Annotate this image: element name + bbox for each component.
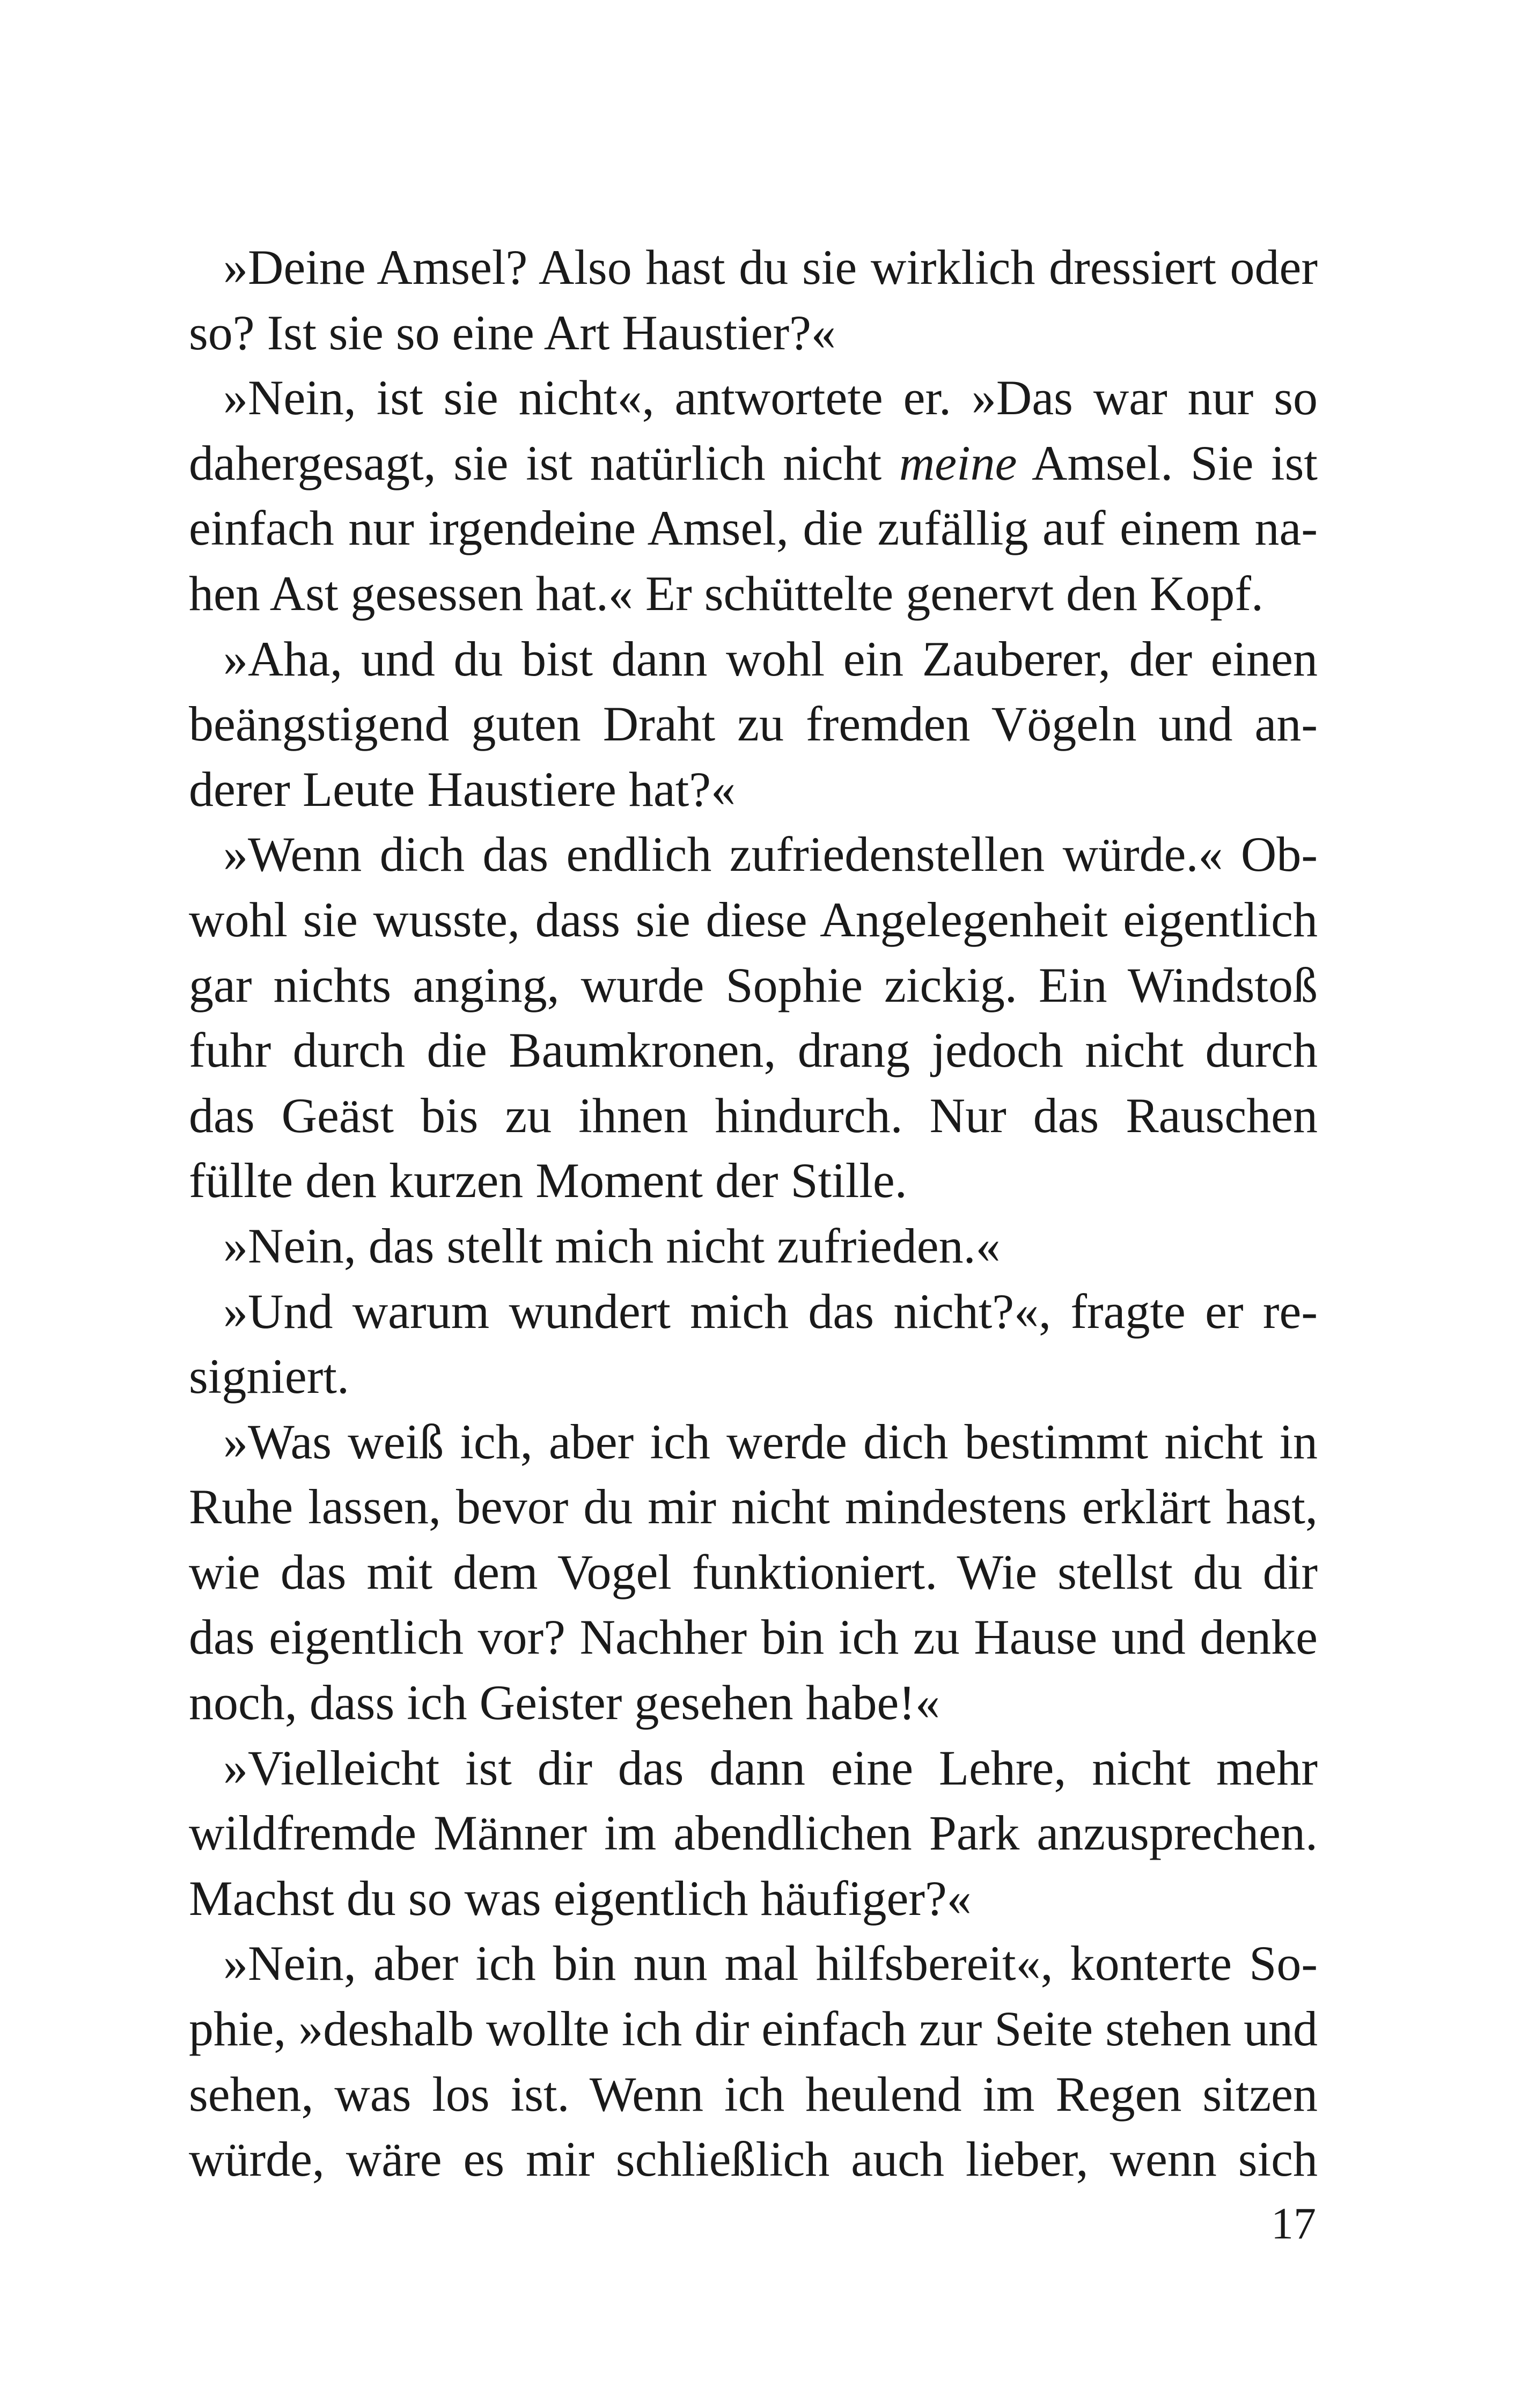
text-line xyxy=(189,431,1318,496)
text-line: »Vielleicht ist dir das dann eine Lehre, nicht mehr xyxy=(223,1740,1318,1795)
page-number: 17 xyxy=(1271,2199,1316,2249)
text-line: »Nein, aber ich bin nun mal hilfsbereit«, konterte So- xyxy=(223,1936,1318,1991)
text-line: fuhr durch die Baumkronen, drang jedoch nicht durch xyxy=(189,1023,1318,1078)
text-line: würde, wäre es mir schließlich auch lieber, wenn sich xyxy=(189,2132,1318,2187)
text-line: gar nichts anging, wurde Sophie zickig. Ein Windstoß xyxy=(189,957,1318,1012)
text-line: »Deine Amsel? Also hast du sie wirklich dressiert oder xyxy=(223,240,1318,295)
text-run: dahergesagt, sie ist natürlich nicht xyxy=(189,435,899,490)
text-line: hen Ast gesessen hat.« Er schüttelte genervt den Kopf. xyxy=(189,566,1264,621)
text-line: wildfremde Männer im abendlichen Park anzusprechen. xyxy=(189,1805,1318,1861)
text-line: »Wenn dich das endlich zufriedenstellen würde.« Ob- xyxy=(223,827,1318,882)
text-line: »Und warum wundert mich das nicht?«, fragte er re- xyxy=(223,1283,1318,1339)
text-line: signiert. xyxy=(189,1349,349,1404)
body-text xyxy=(189,235,1318,2192)
text-line: Machst du so was eigentlich häufiger?« xyxy=(189,1870,972,1926)
text-line: »Nein, das stellt mich nicht zufrieden.« xyxy=(223,1218,1001,1273)
text-line: wohl sie wusste, dass sie diese Angelegenheit eigentlich xyxy=(189,892,1318,947)
text-line: »Was weiß ich, aber ich werde dich bestimmt nicht in xyxy=(223,1414,1318,1469)
text-line: Ruhe lassen, bevor du mir nicht mindestens erklärt hast, xyxy=(189,1479,1318,1535)
text-line: »Nein, ist sie nicht«, antwortete er. »Das war nur so xyxy=(223,370,1318,425)
text-run: Amsel. Sie ist xyxy=(1017,435,1318,490)
text-line: das Geäst bis zu ihnen hindurch. Nur das Rauschen xyxy=(189,1088,1318,1143)
text-line: so? Ist sie so eine Art Haustier?« xyxy=(189,305,836,360)
text-line: füllte den kurzen Moment der Stille. xyxy=(189,1153,907,1208)
text-line: das eigentlich vor? Nachher bin ich zu Hause und denke xyxy=(189,1610,1318,1665)
text-line: »Aha, und du bist dann wohl ein Zauberer, der einen xyxy=(223,631,1318,686)
text-line: wie das mit dem Vogel funktioniert. Wie stellst du dir xyxy=(189,1544,1318,1599)
text-line: phie, »deshalb wollte ich dir einfach zur Seite stehen und xyxy=(189,2001,1318,2057)
text-line: sehen, was los ist. Wenn ich heulend im Regen sitzen xyxy=(189,2066,1318,2121)
text-line: einfach nur irgendeine Amsel, die zufällig auf einem na- xyxy=(189,501,1318,556)
text-line: beängstigend guten Draht zu fremden Vögeln und an- xyxy=(189,696,1318,752)
text-line: noch, dass ich Geister gesehen habe!« xyxy=(189,1675,940,1730)
emphasized-word: meine xyxy=(899,435,1017,490)
text-line: derer Leute Haustiere hat?« xyxy=(189,761,736,817)
